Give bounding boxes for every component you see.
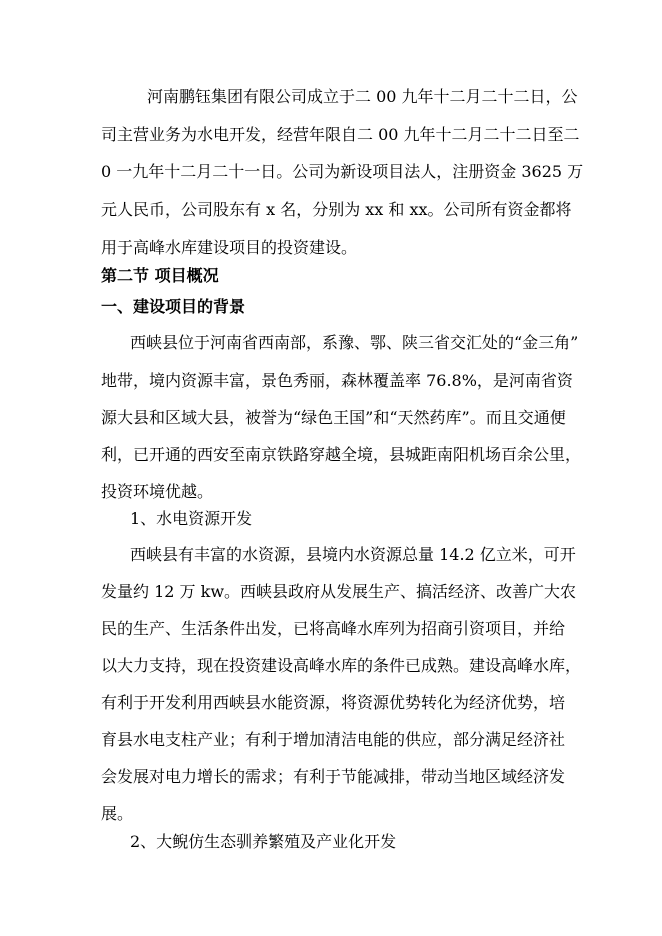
item-title-hydro: 1、水电资源开发 bbox=[130, 509, 253, 528]
background-paragraph-line: 源大县和区域大县，被誉为“绿色王国”和“天然药库”。而且交通便 bbox=[101, 408, 566, 427]
hydro-paragraph-line: 民的生产、生活条件出发，已将高峰水库列为招商引资项目，并给 bbox=[101, 619, 566, 638]
hydro-paragraph-line: 西峡县有丰富的水资源，县境内水资源总量 14.2 亿立米，可开 bbox=[130, 545, 576, 564]
section-title: 第二节 项目概况 bbox=[101, 266, 219, 285]
subsection-title: 一、建设项目的背景 bbox=[101, 297, 246, 316]
hydro-paragraph-line: 会发展对电力增长的需求；有利于节能减排，带动当地区域经济发 bbox=[101, 767, 566, 786]
company-paragraph-line: 河南鹏钰集团有限公司成立于二 00 九年十二月二十二日，公 bbox=[147, 87, 578, 106]
company-paragraph-line: 0 一九年十二月二十一日。公司为新设项目法人，注册资金 3625 万 bbox=[101, 162, 584, 181]
company-paragraph-line: 元人民币，公司股东有 x 名，分别为 xx 和 xx。公司所有资金都将 bbox=[101, 200, 572, 219]
background-paragraph-line: 地带，境内资源丰富，景色秀丽，森林覆盖率 76.8%，是河南省资 bbox=[101, 371, 573, 390]
background-paragraph-line: 投资环境优越。 bbox=[101, 482, 214, 501]
hydro-paragraph-line: 有利于开发利用西峡县水能资源，将资源优势转化为经济优势，培 bbox=[101, 693, 566, 712]
item-title-salamander: 2、大鲵仿生态驯养繁殖及产业化开发 bbox=[130, 832, 397, 851]
hydro-paragraph-line: 以大力支持，现在投资建设高峰水库的条件已成熟。建设高峰水库， bbox=[101, 656, 582, 675]
company-paragraph-line: 司主营业务为水电开发，经营年限自二 00 九年十二月二十二日至二 bbox=[101, 125, 580, 144]
hydro-paragraph-line: 展。 bbox=[101, 804, 134, 823]
background-paragraph-line: 西峡县位于河南省西南部，系豫、鄂、陕三省交汇处的“金三角” bbox=[130, 333, 579, 352]
background-paragraph-line: 利，已开通的西安至南京铁路穿越全境，县城距南阳机场百余公里， bbox=[101, 445, 582, 464]
hydro-paragraph-line: 发量约 12 万 kw。西峡县政府从发展生产、搞活经济、改善广大农 bbox=[101, 582, 577, 601]
hydro-paragraph-line: 育县水电支柱产业；有利于增加清洁电能的供应，部分满足经济社 bbox=[101, 730, 566, 749]
company-paragraph-line: 用于高峰水库建设项目的投资建设。 bbox=[101, 238, 358, 257]
